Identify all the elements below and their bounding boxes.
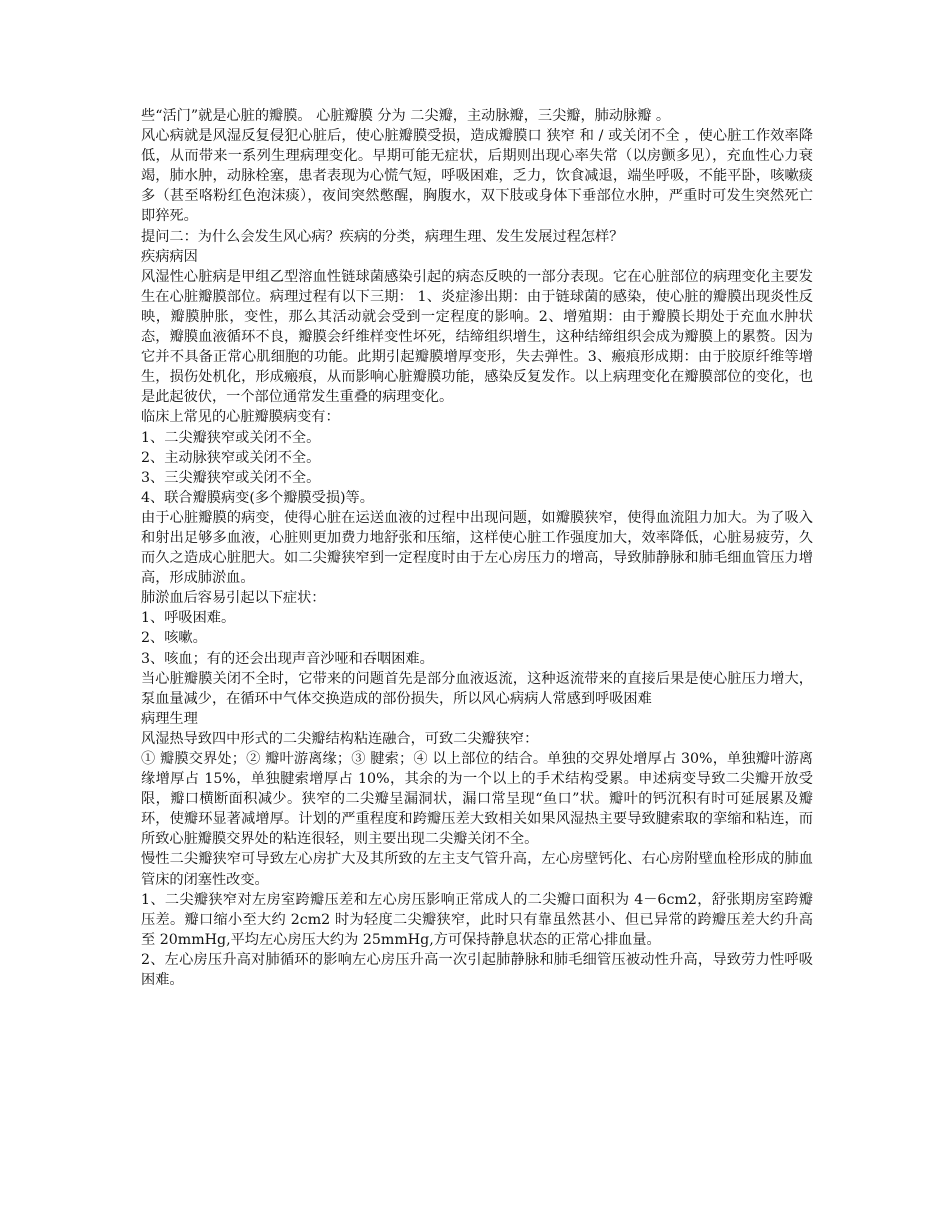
paragraph-rheumatic-definition: 风心病就是风湿反复侵犯心脏后，使心脏瓣膜受损，造成瓣膜口 狭窄 和 / 或关闭不全 ，使心脏工作效率降低，从而带来一系列生理病理变化。早期可能无症状，后期则出现心率失常（以房颤多见），充血性心力衰竭，肺水肿，动脉栓塞，患者表现为心慌气短，呼吸困难，乏力，饮食减退，端坐呼吸，不能平卧，咳嗽痰多（甚至咯粉红色泡沫痰），夜间突然憋醒，胸腹水，双下肢或身体下垂部位水肿，严重时可发生突然死亡即猝死。 (141, 128, 813, 225)
section-heading-etiology: 疾病病因 (141, 248, 198, 265)
section-heading-pathophysiology: 病理生理 (141, 710, 198, 727)
paragraph-congestion-symptoms-intro: 肺淤血后容易引起以下症状： (141, 590, 326, 607)
list-item-cough: 2、咳嗽。 (141, 630, 207, 647)
document-body (141, 106, 813, 990)
paragraph-chronic-stenosis: 慢性二尖瓣狭窄可导致左心房扩大及其所致的左主支气管升高，左心房壁钙化、右心房附壁血栓形成的肺血管床的闭塞性改变。 (141, 851, 813, 888)
paragraph-insufficiency: 当心脏瓣膜关闭不全时，它带来的问题首先是部分血液返流，这种返流带来的直接后果是使心脏压力增大，泵血量减少，在循环中气体交换造成的部份损失，所以风心病病人常感到呼吸困难 (141, 670, 813, 707)
list-item-tricuspid: 3、三尖瓣狭窄或关闭不全。 (141, 469, 321, 486)
list-item-hemoptysis: 3、咳血；有的还会出现声音沙哑和吞咽困难。 (141, 650, 434, 667)
list-item-aortic: 2、主动脉狭窄或关闭不全。 (141, 449, 321, 466)
paragraph-fusion-forms-detail: ① 瓣膜交界处；② 瓣叶游离缘；③ 腱索；④ 以上部位的结合。单独的交界处增厚占 30%，单独瓣叶游离缘增厚占 15%，单独腱索增厚占 10%，其余的为一个以上的手术结构受累。申述病变导致二尖瓣开放受限，瓣口横断面积减少。狭窄的二尖瓣呈漏洞状，漏口常呈现“鱼口”状。瓣叶的钙沉积有时可延展累及瓣环，使瓣环显著减增厚。计划的严重程度和跨瓣压差大致相关如果风湿热主要导致腱索取的挛缩和粘连，而所致心脏瓣膜交界处的粘连很轻，则主要出现二尖瓣关闭不全。 (141, 751, 813, 848)
paragraph-valve-lesion-effects: 由于心脏瓣膜的病变，使得心脏在运送血液的过程中出现问题，如瓣膜狭窄，使得血流阻力加大。为了吸入和射出足够多血液，心脏则更加费力地舒张和压缩，这样使心脏工作强度加大，效率降低，心脏易疲劳，久而久之造成心脏肥大。如二尖瓣狭窄到一定程度时由于左心房压力的增高，导致肺静脉和肺毛细血管压力增高，形成肺淤血。 (141, 509, 813, 587)
paragraph-common-lesions-intro: 临床上常见的心脏瓣膜病变有： (141, 409, 340, 426)
paragraph-etiology-stages: 风湿性心脏病是甲组乙型溶血性链球菌感染引起的病态反映的一部分表现。它在心脏部位的病理变化主要发生在心脏瓣膜部位。病理过程有以下三期： 1、炎症渗出期：由于链球菌的感染，使心脏的瓣膜出现炎性反映，瓣膜肿胀，变性，那么其活动就会受到一定程度的影响。2、增殖期：由于瓣膜长期处于充血水肿状态，瓣膜血液循环不良，瓣膜会纤维样变性坏死，结缔组织增生，这种结缔组织会成为瓣膜上的累赘。因为它并不具备正常心肌细胞的功能。此期引起瓣膜增厚变形，失去弹性。3、瘢痕形成期：由于胶原纤维等增生，损伤处机化，形成瘢痕，从而影响心脏瓣膜功能，感染反复发作。以上病理变化在瓣膜部位的变化，也是此起彼伏，一个部位通常发生重叠的病理变化。 (141, 268, 813, 406)
paragraph-pressure-gradient: 1、二尖瓣狭窄对左房室跨瓣压差和左心房压影响正常成人的二尖瓣口面积为 4－6cm2，舒张期房室跨瓣压差。瓣口缩小至大约 2cm2 时为轻度二尖瓣狭窄，此时只有靠虽然甚小、但已异常的跨瓣压差大约升高至 20mmHg,平均左心房压大约为 25mmHg,方可保持静息状态的正常心排血量。 (141, 891, 813, 948)
paragraph-pulmonary-circulation: 2、左心房压升高对肺循环的影响左心房压升高一次引起肺静脉和肺毛细管压被动性升高，导致劳力性呼吸困难。 (141, 951, 813, 989)
question-two-heading: 提问二：为什么会发生风心病？疾病的分类，病理生理、发生发展过程怎样？ (141, 228, 624, 245)
list-item-dyspnea: 1、呼吸困难。 (141, 610, 236, 627)
paragraph-valve-intro: 些“活门”就是心脏的瓣膜。 心脏瓣膜 分为 二尖瓣，主动脉瓣，三尖瓣，肺动脉瓣 。 (141, 108, 671, 124)
list-item-mitral: 1、二尖瓣狭窄或关闭不全。 (141, 429, 321, 446)
list-item-combined: 4、联合瓣膜病变(多个瓣膜受损)等。 (141, 489, 374, 506)
paragraph-fusion-forms-intro: 风湿热导致四中形式的二尖瓣结构粘连融合，可致二尖瓣狭窄： (141, 730, 539, 747)
